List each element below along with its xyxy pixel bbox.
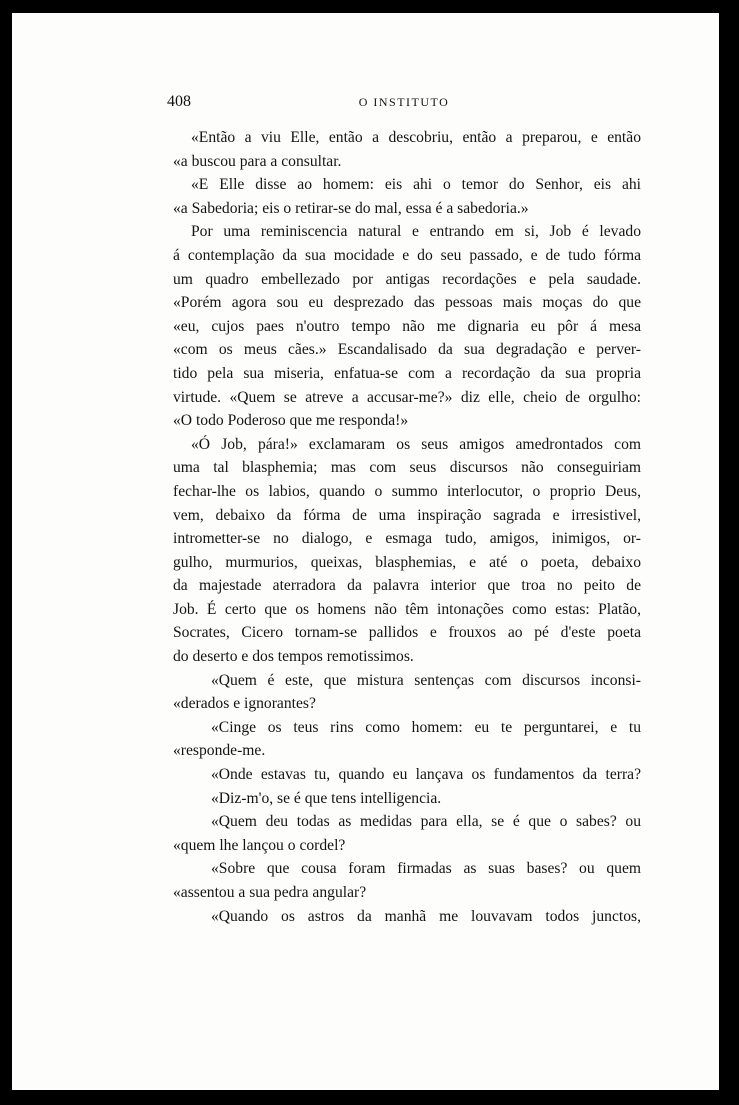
text-line: Socrates, Cicero tornam-se pallidos e frouxos ao pé d'este poeta [173, 624, 641, 642]
text-line: «assentou a sua pedra angular? [173, 884, 367, 901]
text-line: «a Sabedoria; eis o retirar-se do mal, essa é a sabedoria.» [173, 199, 529, 217]
text-line: Job. É certo que os homens não têm intonações como estas: Platão, [173, 600, 641, 618]
book-page [12, 13, 719, 1090]
text-line: «Quem é este, que mistura sentenças com discursos inconsi- [211, 671, 641, 689]
page-header [167, 93, 641, 115]
text-line: á contemplação da sua mocidade e do seu passado, e de tudo fórma [173, 246, 641, 264]
text-line: «Quem deu todas as medidas para ella, se é que o sabes? ou [211, 813, 641, 831]
text-line: Por uma reminiscencia natural e entrando em si, Job é levado [191, 223, 641, 241]
text-line: intrometter-se no dialogo, e esmaga tudo, amigos, inimigos, or- [173, 530, 641, 548]
text-line: «O todo Poderoso que me responda!» [173, 412, 409, 430]
text-line: «E Elle disse ao homem: eis ahi o temor do Senhor, eis ahi [191, 176, 641, 194]
text-line: «responde-me. [173, 742, 266, 760]
text-line: «quem lhe lançou o cordel? [173, 836, 346, 854]
text-line: «eu, cujos paes n'outro tempo não me dignaria eu pôr á mesa [173, 317, 641, 335]
text-line: «derados e ignorantes? [173, 695, 316, 713]
text-line: «Onde estavas tu, quando eu lançava os fundamentos da terra? [211, 766, 641, 784]
text-line: gulho, murmurios, queixas, blasphemias, e até o poeta, debaixo [173, 553, 641, 571]
running-title: O INSTITUTO [358, 95, 450, 109]
body-text [173, 126, 641, 928]
text-line: «Cinge os teus rins como homem: eu te perguntarei, e tu [211, 718, 641, 736]
text-line: «com os meus cães.» Escandalisado da sua degradação e perver- [173, 341, 641, 359]
text-line: virtude. «Quem se atreve a accusar-me?» diz elle, cheio de orgulho: [173, 388, 641, 406]
text-line: «Ó Job, pára!» exclamaram os seus amigos amedrontados com [191, 435, 641, 453]
text-line: vem, debaixo da fórma de uma inspiração sagrada e irresistivel, [173, 506, 641, 524]
text-line: fechar-lhe os labios, quando o summo interlocutor, o proprio Deus, [173, 482, 641, 500]
text-line: «Então a viu Elle, então a descobriu, então a preparou, e então [191, 129, 641, 146]
text-line: um quadro embellezado por antigas recordações e pela saudade. [173, 270, 641, 288]
text-line: «Sobre que cousa foram firmadas as suas bases? ou quem [211, 860, 641, 878]
text-line: tido pela sua miseria, enfatua-se com a recordação da sua propria [173, 364, 641, 382]
text-line: «Diz-m'o, se é que tens intelligencia. [211, 789, 442, 807]
text-line: do deserto e dos tempos remotissimos. [173, 648, 414, 666]
text-line: «a buscou para a consultar. [173, 152, 342, 170]
text-line: da majestade aterradora da palavra interior que troa no peito de [173, 577, 641, 595]
text-line: «Porém agora sou eu desprezado das pessoas mais moças do que [173, 294, 641, 312]
page-number: 408 [167, 93, 191, 110]
text-line: «Quando os astros da manhã me louvavam todos junctos, [211, 907, 641, 925]
text-line: uma tal blasphemia; mas com seus discursos não conseguiriam [173, 459, 641, 477]
